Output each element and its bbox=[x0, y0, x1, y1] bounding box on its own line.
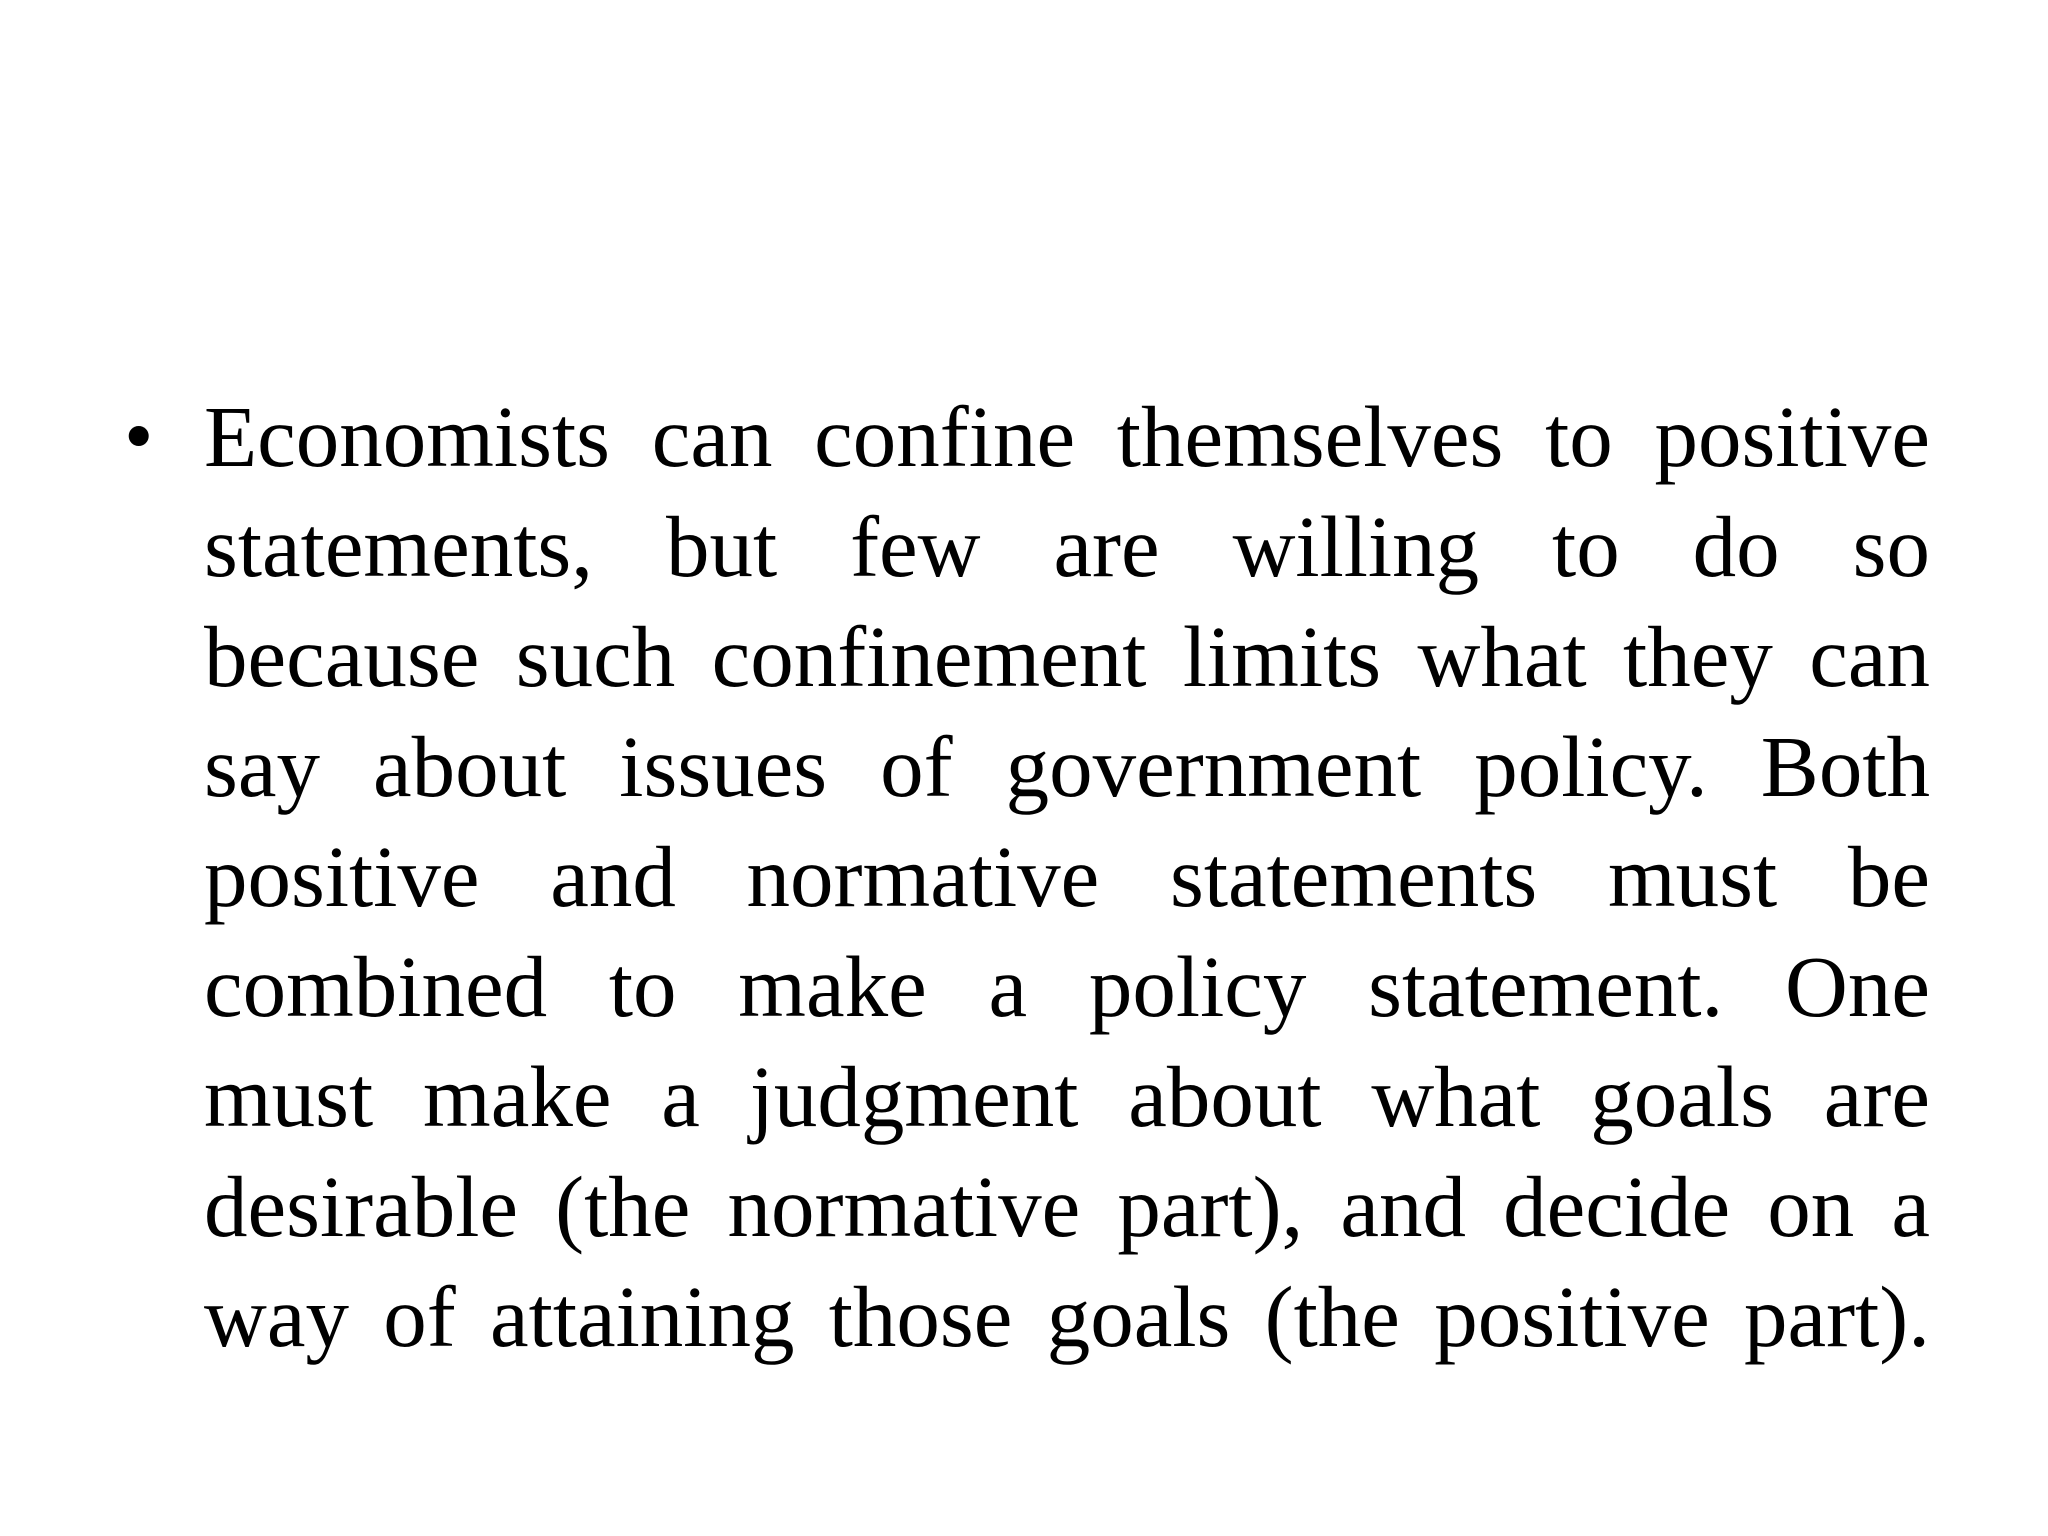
paragraph-line: statements, but few are willing to do so bbox=[204, 498, 1930, 595]
paragraph-line: positive and normative statements must be bbox=[204, 828, 1930, 925]
bullet-paragraph bbox=[204, 382, 1930, 1372]
paragraph-line: Economists can confine themselves to positive bbox=[204, 388, 1930, 485]
paragraph-line: because such confinement limits what they can bbox=[204, 608, 1930, 705]
paragraph-line: way of attaining those goals (the positive part). bbox=[204, 1268, 1930, 1365]
paragraph-line: must make a judgment about what goals are bbox=[204, 1048, 1930, 1145]
bullet-list-item bbox=[124, 382, 1930, 1372]
paragraph-line: combined to make a policy statement. One bbox=[204, 938, 1930, 1035]
bullet-icon: • bbox=[124, 390, 154, 483]
paragraph-line: say about issues of government policy. Both bbox=[204, 718, 1930, 815]
paragraph-line: desirable (the normative part), and decide on a bbox=[204, 1158, 1930, 1255]
